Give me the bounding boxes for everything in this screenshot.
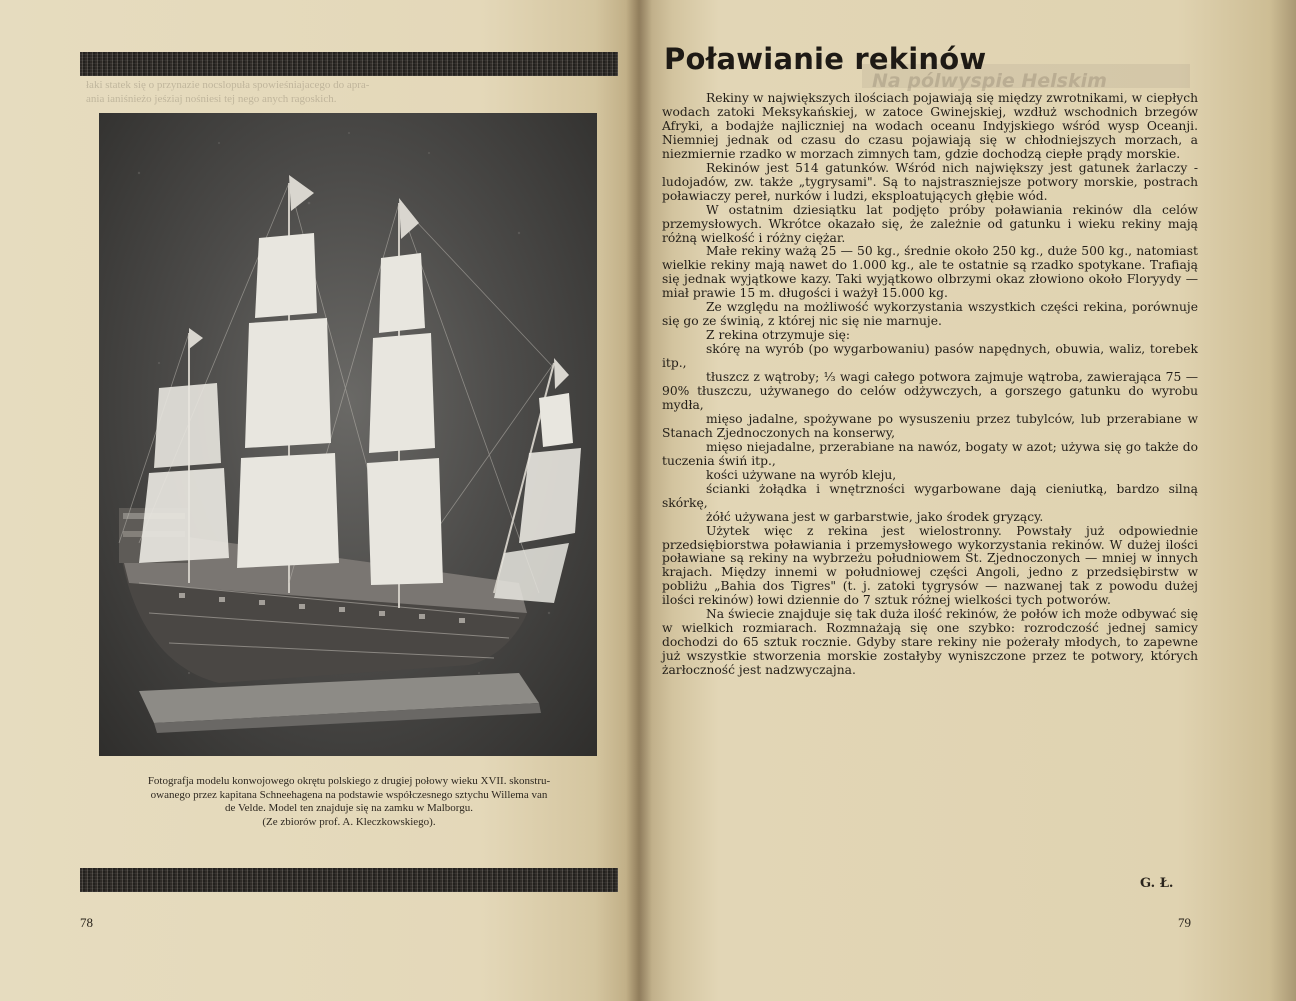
page-number-left: 78 [80,915,93,930]
article-title: Poławianie rekinów [664,42,987,76]
paragraph: Z rekina otrzymuje się: [706,328,851,343]
ship-illustration [99,113,597,756]
list-item: tłuszcz z wątroby; ⅓ wagi całego potwora zajmuje wątroba, zawierająca 75 — 90% tłuszczu, używanego do celów odżywczych, a gorszego gatunku do wyrobu mydła, [662,370,1198,412]
right-page [640,0,1296,1001]
bleed-through-line: łaki statek się o przynazie nocslopuła spowieśniajacego do apra- [86,79,370,91]
list-item: skórę na wyrób (po wygarbowaniu) pasów napędnych, obuwia, waliz, torebek itp., [662,342,1198,371]
page-number-right: 79 [1178,915,1191,930]
book-gutter [626,0,652,1001]
decorative-band-bottom [80,868,618,892]
list-item: kości używane na wyrób kleju, [706,467,897,482]
bleed-through-text [86,78,606,106]
list-item: ścianki żołądka i wnętrzności wygarbowane dają cieniutką, bardzo silną skórkę, [662,481,1198,510]
caption-line: owanego przez kapitana Schneehagena na podstawie współczesnego sztychu Willema van [150,788,548,801]
caption-line: de Velde. Model ten znajduje się na zamku w Malborgu. [225,802,473,814]
paragraph: Małe rekiny ważą 25 — 50 kg., średnie około 250 kg., duże 500 kg., natomiast wielkie rekiny mają nawet do 1.000 kg., ale te ostatnie są rzadko spotykane. Trafiają się jednak wyjątkowe kazy. Taki wyjątkowo olbrzymi okaz złowiono około Floryydy — miał prawie 15 m. długości i ważył 15.000 kg. [662,244,1198,301]
bleed-through-line: ania ianiśnieżo jeśziaj nośniesi tej nego anych ragoskich. [86,93,337,105]
paragraph: Na świecie znajduje się tak duża ilość rekinów, że połów ich może odbywać się w wielkich rozmiarach. Rozmnażają się one szybko: rozrodczość jednej samicy dochodzi do 65 sztuk rocznie. Gdyby stare rekiny nie pożerały młodych, to zapewne już wszystkie stworzenia morskie zostałyby wyniszczone przez te potwory, których żarłoczność jest nadzwyczajna. [662,607,1198,678]
list-item: mięso niejadalne, przerabiane na nawóz, bogaty w azot; używa się go także do tuczenia świń itp., [662,439,1198,468]
list-item: żółć używana jest w garbarstwie, jako środek gryzący. [706,509,1044,524]
author-signature: G. Ł. [1140,876,1174,891]
paragraph: Użytek więc z rekina jest wielostronny. Powstały już odpowiednie przedsiębiorstwa poławiania i przemysłowego wykorzystania rekinów. W dużej ilości poławiane są rekiny na wybrzeżu południowem St. Zjednoczonych — mniej w innych krajach. Między innemi w południowej części Angoli, jedno z przedsiębirstw w pobliżu „Bahia dos Tigres" (t. j. zatoki tygrysów — nazwanej tak z powodu dużej ilości rekinów) łowi dziennie do 7 sztuk różnej wielkości tych potworów. [662,523,1198,608]
caption-line: Fotografja modelu konwojowego okrętu polskiego z drugiej połowy wieku XVII. skonstru- [147,775,551,787]
photo-caption [80,775,618,829]
bleed-through-title: Na pólwyspie Helskim [872,70,1107,92]
ship-model-photo [99,113,597,756]
paragraph: W ostatnim dziesiątku lat podjęto próby poławiania rekinów dla celów przemysłowych. Wkrótce okazało się, że zależnie od gatunku i wieku rekiny mają różną wielkość i różny ciężar. [662,202,1198,245]
list-item: mięso jadalne, spożywane po wysuszeniu przez tubylców, lub przerabiane w Stanach Zjednoczonych na konserwy, [662,411,1198,440]
paragraph: Ze względu na możliwość wykorzystania wszystkich części rekina, porównuje się go ze świnią, z której nic się nie marnuje. [662,300,1198,329]
article-body [662,92,1198,678]
paragraph: Rekinów jest 514 gatunków. Wśród nich największy jest gatunek żarlaczy - ludojadów, zw. także „tygrysami". Są to najstraszniejsze potwory morskie, postrach poławiaczy pereł, nurków i ludzi, eksploatujących głębie wód. [662,160,1198,203]
caption-line: (Ze zbiorów prof. A. Kleczkowskiego). [262,815,436,828]
paragraph: Rekiny w największych ilościach pojawiają się między zwrotnikami, w ciepłych wodach zatoki Meksykańskiej, w zatoce Gwinejskiej, wzdłuż wschodnich brzegów Afryki, a bodajże najliczniej na wodach oceanu Indyjskiego wśród wysp Oceanji. Niemniej jednak od czasu do czasu pojawiają się w chłodniejszych morzach, a niezmiernie rzadko w morzach zimnych tam, gdzie dochodzą ciepłe prądy morskie. [662,91,1198,161]
left-page [0,0,640,1001]
decorative-band-top [80,52,618,76]
